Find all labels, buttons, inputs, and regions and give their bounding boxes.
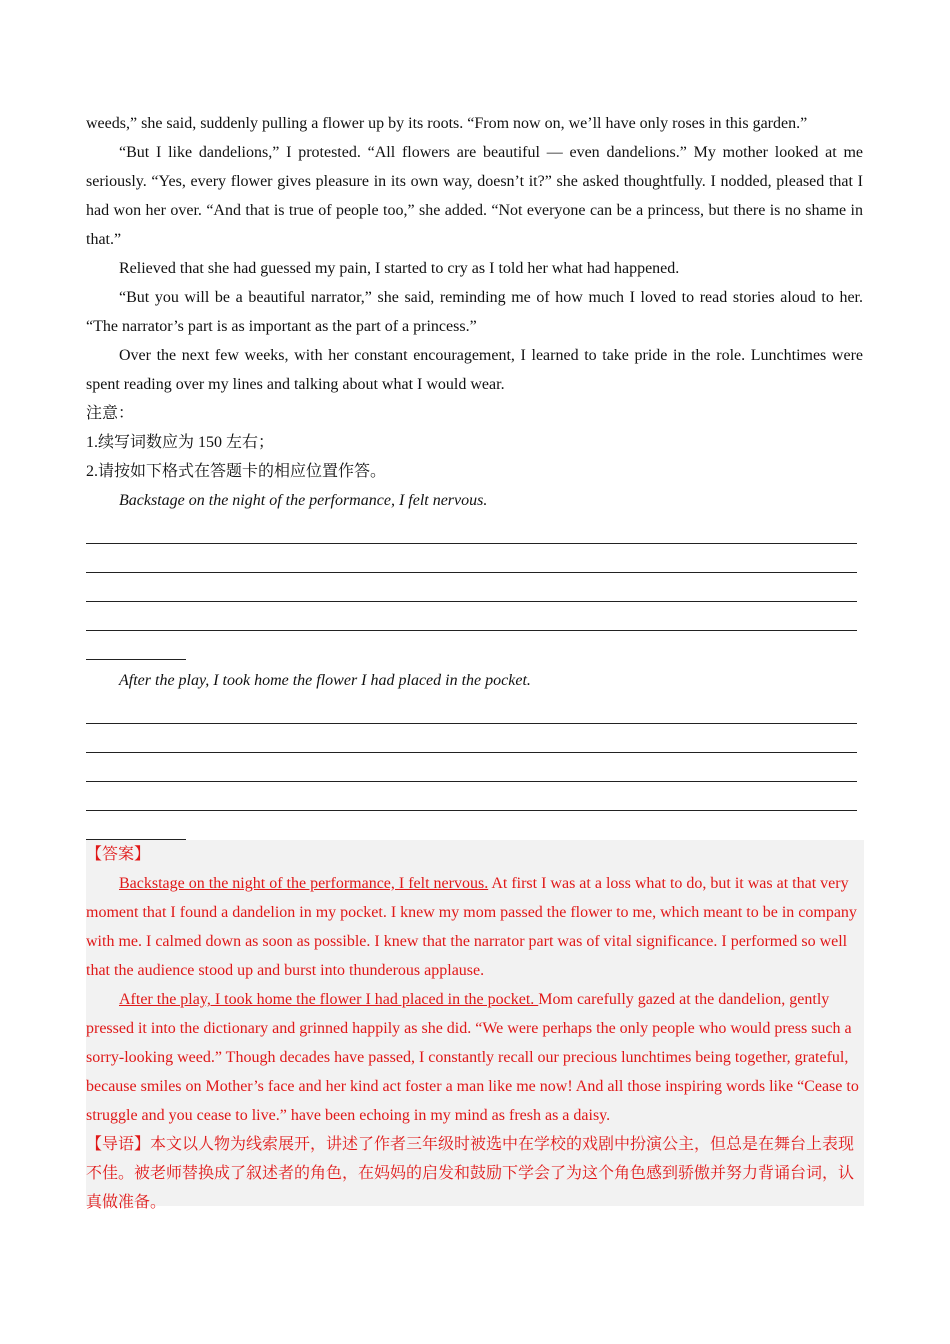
answer-section	[86, 840, 864, 1211]
story-section	[86, 109, 863, 840]
story-paragraph-1: weeds,” she said, suddenly pulling a flower up by its roots. “From now on, we’ll have only roses in this garden.”	[86, 115, 808, 132]
answer-paragraph-2	[86, 985, 864, 1130]
story-paragraph-2: “But I like dandelions,” I protested. “All flowers are beautiful — even dandelions.” My mother looked at me seriously. “Yes, every flower gives pleasure in its own way, doesn’t it?” she asked thoughtfully. I nodded, pleased that I had won her over. “And that is true of people too,” she added. “Not everyone can be a princess, but there is no shame in that.”	[86, 144, 863, 248]
writing-line[interactable]	[86, 544, 857, 573]
answer-lines-second	[86, 695, 863, 840]
writing-line[interactable]	[86, 573, 857, 602]
guide-paragraph	[86, 1130, 864, 1217]
writing-line[interactable]	[86, 724, 857, 753]
story-paragraph-4: “But you will be a beautiful narrator,” she said, reminding me of how much I loved to read stories aloud to her. “The narrator’s part is as important as the part of a princess.”	[86, 289, 863, 335]
writing-line-short[interactable]	[86, 811, 186, 840]
answer-paragraph-1	[86, 869, 864, 985]
answer-body-1: At first I was at a loss what to do, but it was at that very moment that I found a dandelion in my pocket. I knew my mom passed the flower to me, which meant to be in company with me. I calmed down as soon as possible. I knew that the narrator part was of vital significance. I performed so well that the audience stood up and burst into thunderous applause.	[86, 875, 857, 979]
story-paragraph-5: Over the next few weeks, with her constant encouragement, I learned to take pride in the role. Lunchtimes were spent reading over my lines and talking about what I would wear.	[86, 347, 863, 393]
story-paragraph-3: Relieved that she had guessed my pain, I started to cry as I told her what had happened.	[119, 260, 680, 277]
notes-title: 注意：	[86, 405, 135, 422]
guide-text: 本文以人物为线索展开，讲述了作者三年级时被选中在学校的戏剧中扮演公主，但总是在舞台上表现不佳。被老师替换成了叙述者的角色，在妈妈的启发和鼓励下学会了为这个角色感到骄傲并努力背诵台词，认真做准备。	[86, 1136, 855, 1211]
writing-line[interactable]	[86, 695, 857, 724]
prompt-first: Backstage on the night of the performance, I felt nervous.	[119, 492, 488, 509]
writing-line[interactable]	[86, 602, 857, 631]
answer-body-2: Mom carefully gazed at the dandelion, gently pressed it into the dictionary and grinned happily as she did. “We were perhaps the only people who would press such a sorry-looking weed.” Though decades have passed, I constantly recall our precious lunchtimes being together, grateful, because smiles on Mother’s face and her kind act foster a man like me now! And all those inspiring words like “Cease to struggle and you cease to live.” have been echoing in my mind as fresh as a daisy.	[86, 991, 859, 1124]
writing-line[interactable]	[86, 782, 857, 811]
answer-lead-2: After the play, I took home the flower I had placed in the pocket.	[119, 991, 539, 1008]
prompt-second: After the play, I took home the flower I had placed in the pocket.	[119, 672, 531, 689]
notes-item-2: 2.请按如下格式在答题卡的相应位置作答。	[86, 463, 387, 480]
answer-lines-first	[86, 515, 863, 660]
writing-line[interactable]	[86, 753, 857, 782]
answer-lead-1: Backstage on the night of the performance, I felt nervous.	[119, 875, 489, 892]
guide-label: 【导语】	[86, 1136, 151, 1153]
writing-line[interactable]	[86, 515, 857, 544]
writing-line-short[interactable]	[86, 631, 186, 660]
answer-label: 【答案】	[86, 846, 151, 863]
notes-item-1: 1.续写词数应为 150 左右；	[86, 434, 275, 451]
